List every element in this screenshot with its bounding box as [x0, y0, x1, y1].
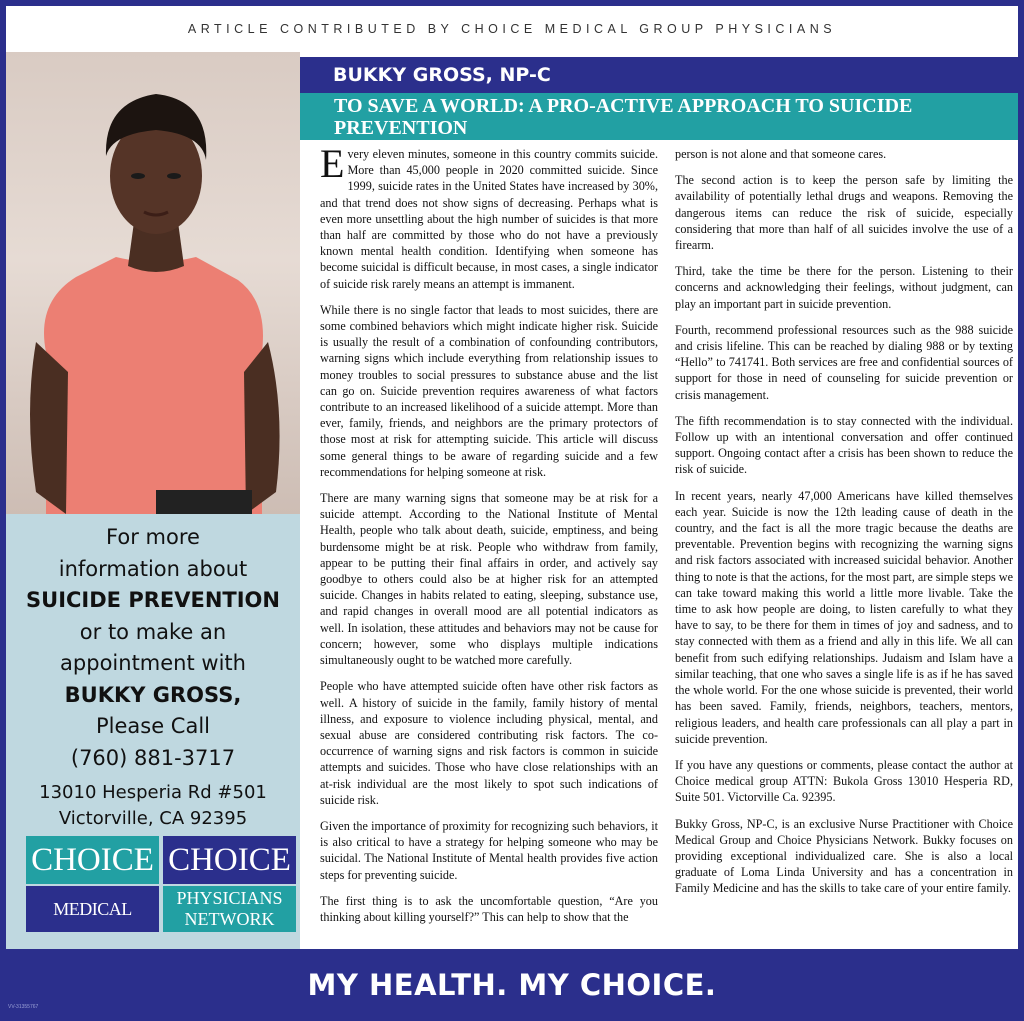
- drop-cap: E: [320, 141, 345, 186]
- article-paragraph: If you have any questions or comments, please contact the author at Choice medical group ATTN: Bukola Gross 13010 Hesperia RD, Suite 501. Victorville Ca. 92395.: [675, 757, 1013, 805]
- author-photo: [6, 52, 300, 514]
- article-paragraph: person is not alone and that someone cares.: [675, 147, 887, 161]
- author-name: BUKKY GROSS, NP-C: [333, 64, 551, 86]
- info-line: information about: [58, 556, 248, 581]
- article-column-2: [675, 146, 1013, 907]
- address: [6, 780, 300, 832]
- ad-code: VV-31355767: [8, 1004, 39, 1010]
- info-line: For more: [106, 525, 200, 549]
- logo-choice-physicians: CHOICE: [163, 836, 296, 884]
- article-paragraph: The fifth recommendation is to stay connected with the individual. Follow up with an intentional conversation and offer continued support. Ongoing contact after a crisis has been shown to reduce the risk of suicide.: [675, 413, 1013, 477]
- article-column-1: [320, 141, 658, 935]
- phone-number: (760) 881-3717: [70, 745, 236, 770]
- logo-medical-group: MEDICAL: [26, 886, 159, 932]
- footer-bar: [0, 949, 1024, 1017]
- article-paragraph: The first thing is to ask the uncomfortable question, “Are you thinking about killing yourself?” This can help to show that the: [320, 893, 658, 924]
- article-paragraph: In recent years, nearly 47,000 Americans have killed themselves each year. Suicide is now the 12th leading cause of death in the country, and the fact is all the more tragic because the deaths are preventable. Prevention begins with recognizing the warning signs and risk factors associated with increased suicidal behavior. Another thing to note is that the actions, for the most part, are simple steps we can take toward making this world a little more livable. Take the time to ask how people are doing, to listen carefully to what they have to say, to be there for them in times of joy and sadness, and to stay connected with them as a friend and ally in this life. We all can benefit from such edifying relationships. Judaism and Islam have a similar teaching, that one who saves a single life is as if he has saved the whole world. For the one whose suicide is prevented, their world has been saved. Family, friends, neighbors, teachers, mentors, religious leaders, and health care professionals can all play a part in suicide prevention.: [675, 488, 1013, 746]
- info-text: [6, 522, 300, 774]
- address-line-2: Victorville, CA 92395: [58, 808, 248, 829]
- article-paragraph: Given the importance of proximity for recognizing such behaviors, it is also critical to have a strategy for helping someone who may be suicidal. The National Institute of Mental health provides five action steps for preventing suicide.: [320, 818, 658, 882]
- logo-physicians-network: [163, 886, 296, 932]
- article-paragraph: Bukky Gross, NP-C, is an exclusive Nurse Practitioner with Choice Medical Group and Choice Physicians Network. Bukky focuses on providing exceptional individualized care. She is also a local graduate of Loma Linda University and has a concentration in Family Medicine and has the skills to take care of your entire family.: [675, 816, 1013, 896]
- title-bar: [300, 93, 1018, 140]
- contact-info-box: [6, 514, 300, 949]
- portrait-illustration: [6, 52, 300, 514]
- author-bar: [300, 57, 1018, 93]
- address-line-1: 13010 Hesperia Rd #501: [39, 782, 267, 803]
- article-paragraph: While there is no single factor that leads to most suicides, there are some combined behaviors which might indicate higher risk. Suicide is usually the result of a combination of confounding contributors, warning signs which include everything from relationship issues to money troubles to social pressures to substance abuse and the list can go on. Suicide prevention requires awareness of what factors contribute to an increased likelihood of a suicide attempt. More than ever, family, friends, and neighbors are the primary protectors of those most at risk for attempting suicide. This article will discuss some general things to be aware of regarding suicide and a few recommendations for helping someone at risk.: [320, 302, 658, 479]
- article-paragraph: Fourth, recommend professional resources such as the 988 suicide and crisis lifeline. This can be reached by dialing 988 or by texting “Hello” to 741741. Both services are free and confidential sources of support for those in need of counseling for suicide prevention or crisis management.: [675, 322, 1013, 402]
- header-label: ARTICLE CONTRIBUTED BY CHOICE MEDICAL GROUP PHYSICIANS: [187, 22, 837, 36]
- choice-logo: [26, 836, 296, 932]
- header-bar: [6, 6, 1018, 52]
- article-paragraph: Every eleven minutes, someone in this country commits suicide. More than 45,000 people in 2020 committed suicide. Since 1999, suicide rates in the United States have increased by 30%, and that trend does not show signs of decreasing. Perhaps what is even more unsettling about the high number of suicides is that more than half are committed by those who do not have a previously known mental health condition. Identifying when someone has become suicidal is difficult because, in most cases, a single indicator of suicide risk rarely means an attempt is immanent.: [320, 141, 658, 291]
- footer-slogan: MY HEALTH. MY CHOICE.: [307, 968, 717, 1002]
- article-title: TO SAVE A WORLD: A PRO-ACTIVE APPROACH TO SUICIDE PREVENTION: [334, 95, 913, 139]
- article-paragraph: Third, take the time be there for the person. Listening to their concerns and acknowledging their feelings, without judgment, can play an important part in suicide prevention.: [675, 264, 1013, 311]
- logo-physicians: PHYSICIANS: [176, 888, 283, 908]
- logo-choice-medical: CHOICE: [26, 836, 159, 884]
- logo-network: NETWORK: [184, 909, 275, 929]
- article-paragraph: People who have attempted suicide often have other risk factors as well. A history of suicide in the family, family history of mental illness, and exposure to violence including physical, mental, and sexual abuse are considered contributing risk factors. The co-occurrence of warning signs and risk factors is common in suicide attempts and suicides. Those who have close relationships with an at-risk individual are the most likely to spot such indications of suicide risk.: [320, 679, 658, 807]
- info-line: appointment with: [60, 651, 246, 675]
- info-line-topic: SUICIDE PREVENTION: [26, 588, 280, 612]
- article-paragraph: The second action is to keep the person safe by limiting the availability of potentially lethal drugs and weapons. Removing the dangerous items can reduce the risk of suicide, especially considering that more than half of all suicides involve the use of a firearm.: [675, 173, 1013, 253]
- info-line: Please Call: [95, 714, 211, 738]
- info-line-name: BUKKY GROSS,: [64, 682, 242, 707]
- info-line: or to make an: [79, 619, 227, 644]
- article-paragraph: There are many warning signs that someone may be at risk for a suicide attempt. According to the National Institute of Mental Health, people who talk about death, suicide, emptiness, and being burdensome might be at risk. People who withdraw from family, appear to be putting their final affairs in order, and actively say goodbye to others could also be at higher risk for an attempted suicide. Changes in habits related to eating, sleeping, substance use, and rapid changes in overall mood are all potential indicators as well. In isolation, these attitudes and behaviors may not be cause for concern; however, some who displays multiple indications simultaneously ought to be watched more carefully.: [320, 491, 658, 668]
